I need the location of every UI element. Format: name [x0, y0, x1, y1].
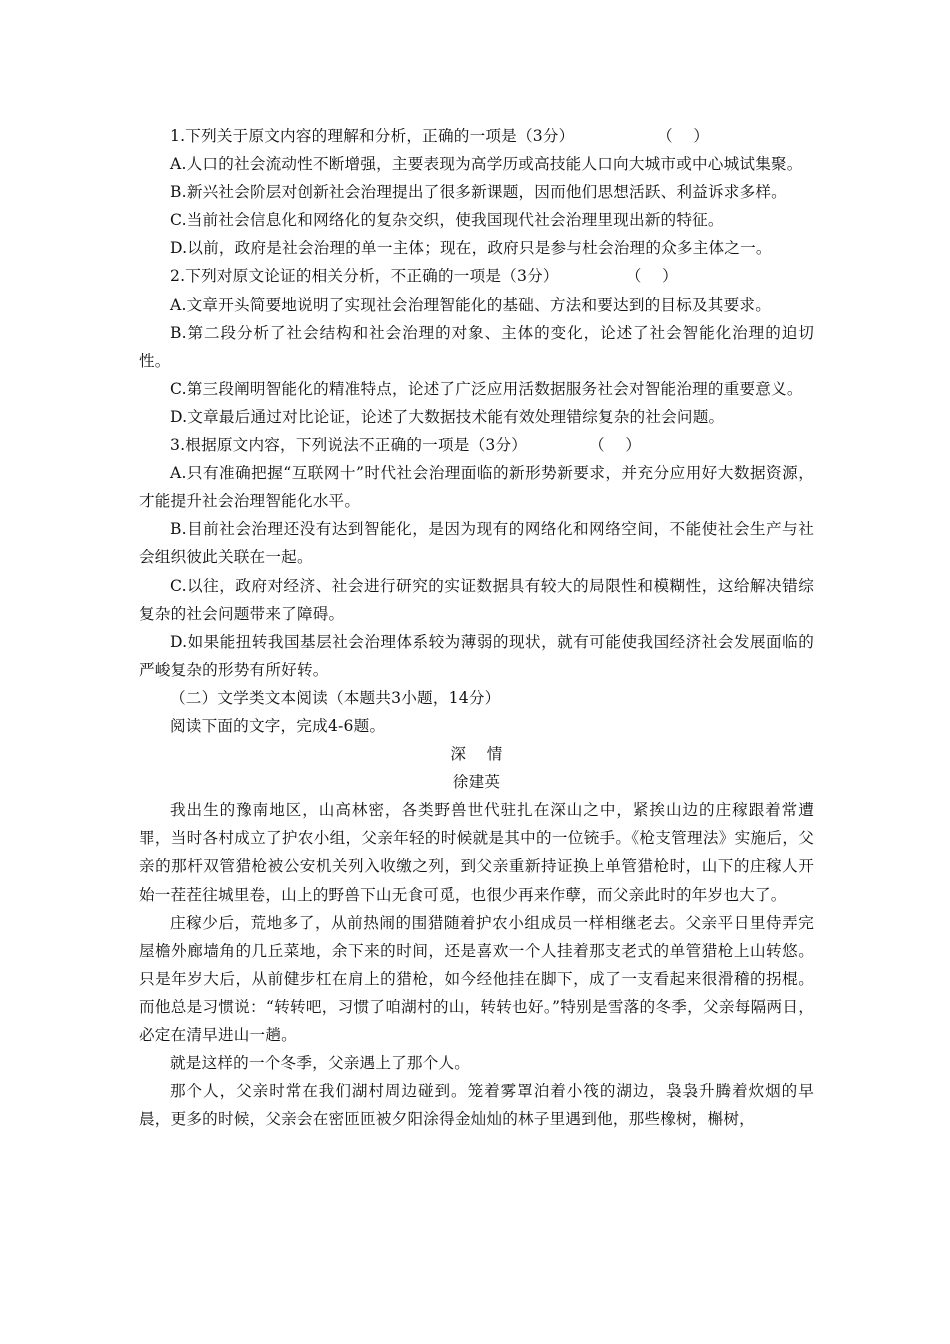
- section-2-instruction: 阅读下面的文字，完成4-6题。: [170, 716, 386, 735]
- question-2-option-a: A.文章开头简要地说明了实现社会治理智能化的基础、方法和要达到的目标及其要求。: [170, 295, 771, 314]
- question-3-option-d: D.如果能扭转我国基层社会治理体系较为薄弱的现状，就有可能使我国经济社会发展面临的严峻复杂的形势有所好转。: [139, 632, 814, 679]
- question-1-option-a: A.人口的社会流动性不断增强，主要表现为高学历或高技能人口向大城市或中心城试集聚。: [170, 155, 803, 174]
- question-2-option-b: B.第二段分析了社会结构和社会治理的对象、主体的变化，论述了社会智能化治理的迫切性。: [139, 323, 814, 370]
- question-1-option-b: B.新兴社会阶层对创新社会治理提出了很多新课题，因而他们思想活跃、利益诉求多样。: [170, 183, 787, 202]
- question-1-option-d: D.以前，政府是社会治理的单一主体；现在，政府只是参与杜会治理的众多主体之一。: [170, 239, 772, 258]
- story-title: 深 情: [450, 745, 503, 764]
- section-2-heading: （二）文学类文本阅读（本题共3小题，14分）: [170, 688, 501, 707]
- question-2-stem: 2.下列对原文论证的相关分析，不正确的一项是（3分） （ ）: [170, 267, 678, 286]
- story-paragraph: 我出生的豫南地区，山高林密，各类野兽世代驻扎在深山之中，紧挨山边的庄稼跟着常遭罪，当时各村成立了护农小组，父亲年轻的时候就是其中的一位铳手。《枪支管理法》实施后，父亲的那杆双管猎枪被公安机关列入收缴之列，到父亲重新持证换上单管猎枪时，山下的庄稼人开始一茬茬往城里卷，山上的野兽下山无食可觅，也很少再来作孽，而父亲此时的年岁也大了。: [139, 801, 814, 904]
- question-3-option-c: C.以往，政府对经济、社会进行研究的实证数据具有较大的局限性和模糊性，这给解决错综复杂的社会问题带来了障碍。: [139, 576, 814, 623]
- story-paragraph: 就是这样的一个冬季，父亲遇上了那个人。: [170, 1054, 471, 1073]
- question-2-option-c: C.第三段阐明智能化的精准特点，论述了广泛应用活数据服务社会对智能治理的重要意义。: [170, 379, 803, 398]
- story-paragraph: 庄稼少后，荒地多了，从前热闹的围猎随着护农小组成员一样相继老去。父亲平日里侍弄完屋檐外廊墙角的几丘菜地，余下来的时间，还是喜欢一个人挂着那支老式的单管猎枪上山转悠。 只是年岁大后，从前健步杠在肩上的猎枪，如今经他挂在脚下，成了一支看起来很滑稽的拐棍。而他总是习惯说：“转转吧，习惯了咱湖村的山，转转也好。”特别是雪落的冬季，父亲每隔两日，必定在清早进山一趟。: [139, 913, 820, 1044]
- question-1-stem: 1.下列关于原文内容的理解和分析，正确的一项是（3分） （ ）: [170, 127, 710, 145]
- document-body: [139, 122, 820, 1133]
- question-1-option-c: C.当前社会信息化和网络化的复杂交织，使我国现代社会治理里现出新的特征。: [170, 211, 724, 230]
- question-3-stem: 3.根据原文内容，下列说法不正确的一项是（3分） （ ）: [170, 436, 642, 455]
- story-paragraph: 那个人，父亲时常在我们湖村周边碰到。笼着雾罩泊着小筏的湖边，袅袅升腾着炊烟的早晨，更多的时候，父亲会在密匝匝被夕阳涂得金灿灿的林子里遇到他，那些橡树，槲树，: [139, 1082, 814, 1129]
- question-3-option-a: A.只有准确把握“互联网十”时代社会治理面临的新形势新要求，并充分应用好大数据资源，才能提升社会治理智能化水平。: [139, 464, 814, 511]
- story-author: 徐建英: [452, 773, 501, 792]
- question-2-option-d: D.文章最后通过对比论证，论述了大数据技术能有效处理错综复杂的社会问题。: [170, 407, 725, 426]
- question-3-option-b: B.目前社会治理还没有达到智能化，是因为现有的网络化和网络空间，不能使社会生产与社会组织彼此关联在一起。: [139, 520, 814, 567]
